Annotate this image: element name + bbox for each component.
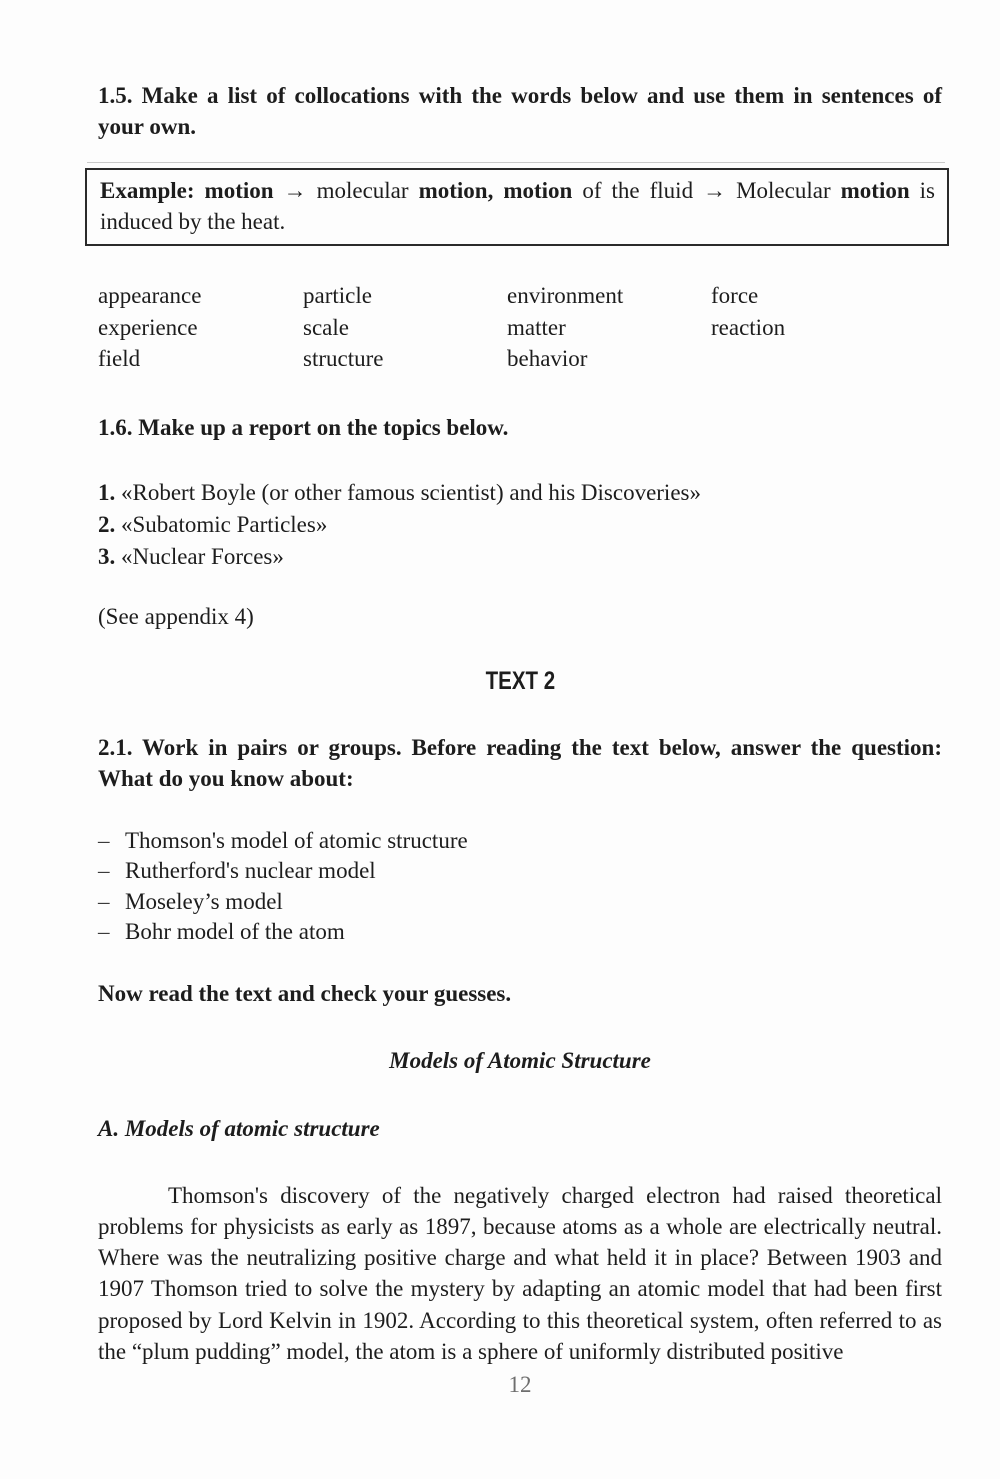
word-item: field (98, 346, 141, 371)
collocation-word-list (98, 280, 942, 375)
exercise-2-1-heading: 2.1. Work in pairs or groups. Before reading the text below, answer the question: What do you know about: (98, 734, 942, 791)
subsection-a-heading: A. Models of atomic structure (98, 1115, 380, 1141)
word-column-1 (98, 280, 303, 375)
word-item: particle (303, 283, 372, 308)
reading-title: Models of Atomic Structure (389, 1047, 651, 1073)
list-item-text: Rutherford's nuclear model (125, 858, 376, 883)
word-item: appearance (98, 283, 202, 308)
list-item (98, 917, 942, 948)
report-topic-list (98, 477, 942, 573)
exercise-1-6-heading: 1.6. Make up a report on the topics below. (98, 414, 509, 440)
dash-marker: – (98, 888, 110, 914)
list-item-text: Thomson's model of atomic structure (125, 827, 468, 853)
word-column-4 (711, 280, 942, 375)
dash-marker: – (98, 919, 110, 944)
list-item (98, 887, 942, 918)
word-item: reaction (711, 314, 786, 340)
example-regular-3: is induced by the heat. (100, 178, 935, 234)
dash-marker: – (98, 858, 110, 883)
word-column-2 (303, 280, 507, 375)
topic-number: 1. (98, 479, 116, 505)
example-regular-1: → molecular (283, 178, 419, 203)
example-bold-2: motion, motion (418, 178, 583, 203)
example-bold-label: Example: motion (100, 178, 284, 203)
topic-item-2 (98, 509, 942, 541)
topic-text: «Subatomic Particles» (121, 511, 328, 537)
text-2-title-label: TEXT 2 (485, 666, 555, 695)
word-item: matter (507, 314, 566, 340)
example-bold-3: motion (840, 178, 920, 203)
word-item: scale (303, 314, 349, 340)
knowledge-check-list (98, 826, 942, 948)
word-column-3 (507, 280, 711, 375)
example-text (100, 175, 935, 237)
example-regular-2: of the fluid → Molecular (582, 178, 841, 203)
example-box (85, 168, 949, 246)
text-2-title (98, 667, 942, 696)
topic-item-1 (98, 477, 942, 509)
list-item (98, 856, 942, 887)
topic-text: «Robert Boyle (or other famous scientist) and his Discoveries» (121, 479, 701, 505)
topic-number: 2. (98, 511, 116, 537)
list-item-text: Bohr model of the atom (125, 919, 345, 944)
body-paragraph: Thomson's discovery of the negatively charged electron had raised theoretical problems for physicists as early as 1897, because atoms as a whole are electrically neutral. Where was the neutralizing positive charge and what held it in place? Between 1903 and 1907 Thomson tried to solve the mystery by adapting an atomic model that had been first proposed by Lord Kelvin in 1902. According to this theoretical system, often referred to as the “plum pudding” model, the atom is a sphere of uniformly distributed positive (98, 1182, 942, 1364)
page-number: 12 (508, 1372, 532, 1397)
word-item: force (711, 283, 759, 308)
word-item: behavior (507, 346, 588, 371)
appendix-note: (See appendix 4) (98, 603, 254, 629)
read-text-instruction: Now read the text and check your guesses. (98, 980, 512, 1006)
exercise-1-5-heading: 1.5. Make a list of collocations with the words below and use them in sentences of your own. (98, 83, 942, 139)
word-item: structure (303, 346, 384, 371)
topic-number: 3. (98, 543, 116, 569)
list-item (98, 826, 942, 857)
dash-marker: – (98, 827, 110, 853)
word-item: environment (507, 283, 624, 308)
topic-text: «Nuclear Forces» (121, 543, 284, 569)
list-item-text: Moseley’s model (125, 888, 283, 914)
topic-item-3 (98, 541, 942, 573)
word-item: experience (98, 314, 198, 340)
